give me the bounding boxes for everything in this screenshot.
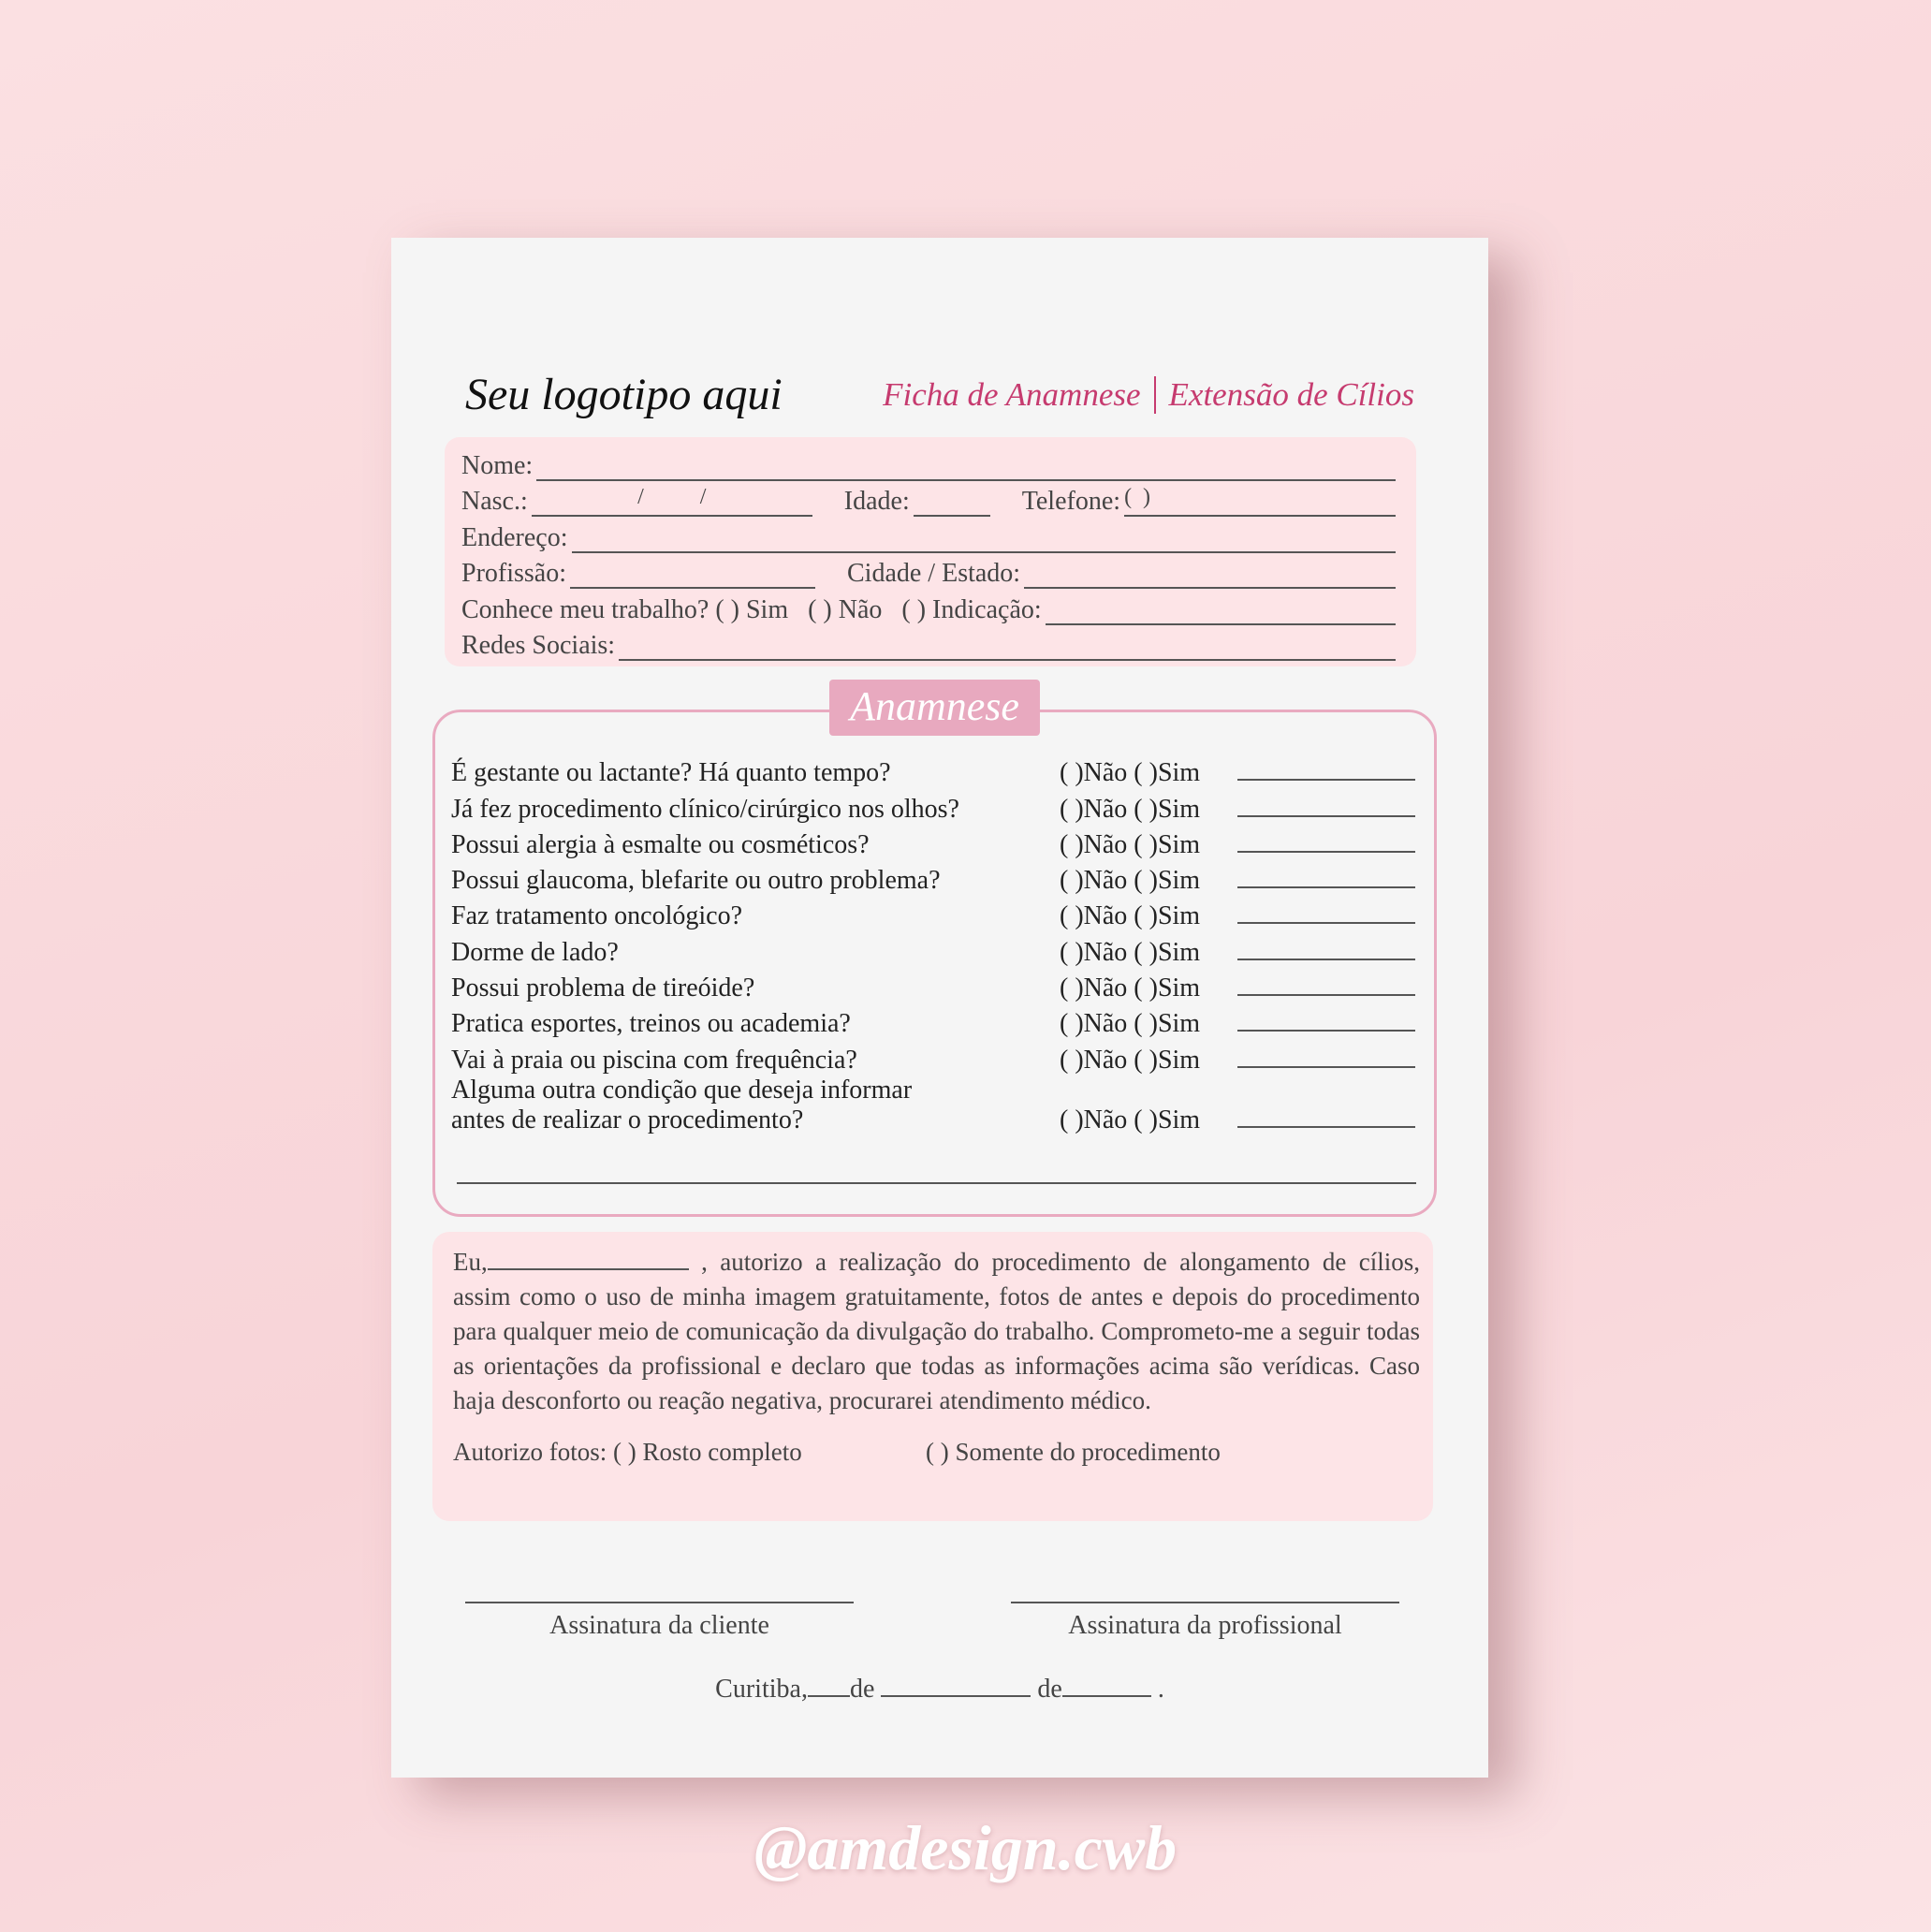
field-nasc[interactable] xyxy=(532,485,812,517)
row-redes xyxy=(461,625,1399,662)
question-text: É gestante ou lactante? Há quanto tempo? xyxy=(451,758,891,788)
field-cidade[interactable] xyxy=(1024,568,1396,589)
question-line-2: antes de realizar o procedimento? xyxy=(451,1105,804,1134)
option-full-face[interactable]: Autorizo fotos: ( ) Rosto completo xyxy=(453,1438,802,1466)
row-profissao xyxy=(461,553,1399,590)
row-conhece xyxy=(461,589,1399,625)
question-list xyxy=(451,753,1433,1135)
yes-no-options[interactable]: ( )Não ( )Sim xyxy=(1060,866,1201,896)
label-idade: Idade: xyxy=(843,487,910,516)
date-separators: / / xyxy=(637,485,707,509)
year-field[interactable] xyxy=(1062,1676,1151,1697)
day-field[interactable] xyxy=(808,1676,850,1697)
answer-line[interactable] xyxy=(1237,905,1415,924)
question-row xyxy=(451,753,1433,788)
answer-line[interactable] xyxy=(1237,762,1415,781)
yes-no-options[interactable]: ( )Não ( )Sim xyxy=(1060,937,1201,967)
label-endereco: Endereço: xyxy=(461,522,568,552)
question-text: Dorme de lado? xyxy=(451,937,619,967)
answer-line[interactable] xyxy=(1237,1049,1415,1068)
label-redes: Redes Sociais: xyxy=(461,631,616,660)
question-text: Pratica esportes, treinos ou academia? xyxy=(451,1009,851,1039)
yes-no-options[interactable]: ( )Não ( )Sim xyxy=(1060,973,1201,1003)
consent-body: , autorizo a realização do procedimento de alongamento de cílios, assim como o uso de minha imagem gratuitamente, fotos de antes e depois do procedimento para qualquer meio de comunicação da divulgação do trabalho. Comprometo-me a seguir todas as orientações da profissional e declaro que todas as informações acima são verídicas. Caso haja desconforto ou reação negativa, procurarei atendimento médico. xyxy=(453,1248,1420,1414)
yes-no-options[interactable]: ( )Não ( )Sim xyxy=(1060,901,1201,931)
question-text xyxy=(451,1076,1060,1135)
yes-no-options[interactable]: ( )Não ( )Sim xyxy=(1060,829,1201,859)
field-idade[interactable] xyxy=(914,496,990,517)
label-nome: Nome: xyxy=(461,450,534,480)
question-line-1: Alguma outra condição que deseja informar xyxy=(451,1075,913,1105)
answer-line[interactable] xyxy=(1237,870,1415,888)
answer-line[interactable] xyxy=(1237,942,1415,960)
label-nasc: Nasc.: xyxy=(461,487,528,516)
row-nasc xyxy=(461,481,1399,518)
yes-no-options[interactable]: ( )Não ( )Sim xyxy=(1060,1105,1201,1134)
question-row xyxy=(451,860,1433,896)
question-row xyxy=(451,825,1433,860)
label-cidade: Cidade / Estado: xyxy=(847,559,1021,588)
question-text: Possui problema de tireóide? xyxy=(451,973,755,1003)
professional-signature[interactable]: Assinatura da profissional xyxy=(1011,1602,1399,1641)
title-divider xyxy=(1154,376,1156,414)
field-telefone[interactable] xyxy=(1124,485,1396,517)
row-nome xyxy=(461,445,1399,481)
anamnesis-form xyxy=(391,238,1488,1778)
question-text: Já fez procedimento clínico/cirúrgico nos olhos? xyxy=(451,794,959,824)
answer-line[interactable] xyxy=(1237,977,1415,996)
phone-area-code: ( ) xyxy=(1124,485,1151,509)
yes-no-options[interactable]: ( )Não ( )Sim xyxy=(1060,1009,1201,1039)
field-profissao[interactable] xyxy=(570,568,815,589)
logo-placeholder: Seu logotipo aqui xyxy=(465,370,783,419)
answer-line[interactable] xyxy=(1237,834,1415,853)
yes-no-options[interactable]: ( )Não ( )Sim xyxy=(1060,794,1201,824)
consent-section xyxy=(432,1232,1433,1521)
notes-line[interactable] xyxy=(457,1182,1416,1184)
field-redes[interactable] xyxy=(619,640,1396,661)
question-text: Vai à praia ou piscina com frequência? xyxy=(451,1045,857,1075)
question-row xyxy=(451,1039,1433,1075)
field-indicacao[interactable] xyxy=(1046,605,1396,625)
client-signature[interactable]: Assinatura da cliente xyxy=(465,1602,854,1641)
option-procedure-only[interactable]: ( ) Somente do procedimento xyxy=(926,1438,1221,1466)
yes-no-options[interactable]: ( )Não ( )Sim xyxy=(1060,1045,1201,1075)
consent-prefix: Eu, xyxy=(453,1248,488,1276)
question-text: Faz tratamento oncológico? xyxy=(451,901,742,931)
form-title xyxy=(883,376,1414,414)
de-2: de xyxy=(1037,1675,1062,1704)
label-conhece[interactable]: Conhece meu trabalho? ( ) Sim ( ) Não ( ) Indicação: xyxy=(461,594,1042,624)
question-row xyxy=(451,1003,1433,1039)
question-row xyxy=(451,896,1433,931)
de-1: de xyxy=(849,1675,875,1704)
label-telefone: Telefone: xyxy=(1021,487,1121,516)
photo-authorization xyxy=(453,1435,1420,1470)
question-text: Possui alergia à esmalte ou cosméticos? xyxy=(451,829,870,859)
period: . xyxy=(1157,1675,1164,1704)
question-row xyxy=(451,931,1433,967)
watermark: @amdesign.cwb xyxy=(753,1812,1178,1883)
month-field[interactable] xyxy=(881,1676,1031,1697)
yes-no-options[interactable]: ( )Não ( )Sim xyxy=(1060,758,1201,788)
question-row xyxy=(451,1076,1433,1135)
question-text: Possui glaucoma, blefarite ou outro problema? xyxy=(451,866,941,896)
city: Curitiba, xyxy=(715,1675,808,1704)
consent-text xyxy=(453,1245,1420,1418)
row-endereco xyxy=(461,517,1399,553)
question-row xyxy=(451,788,1433,824)
title-text: Ficha de Anamnese xyxy=(883,376,1141,413)
answer-line[interactable] xyxy=(1237,1109,1415,1128)
answer-line[interactable] xyxy=(1237,798,1415,817)
client-info-section xyxy=(445,437,1416,666)
field-endereco[interactable] xyxy=(572,533,1397,553)
date-line xyxy=(391,1675,1488,1705)
anamnese-label: Anamnese xyxy=(829,680,1040,736)
field-nome[interactable] xyxy=(536,461,1396,481)
subtitle-text: Extensão de Cílios xyxy=(1168,376,1414,413)
question-row xyxy=(451,968,1433,1003)
label-profissao: Profissão: xyxy=(461,559,566,588)
consent-name-field[interactable] xyxy=(488,1250,689,1270)
answer-line[interactable] xyxy=(1237,1013,1415,1032)
